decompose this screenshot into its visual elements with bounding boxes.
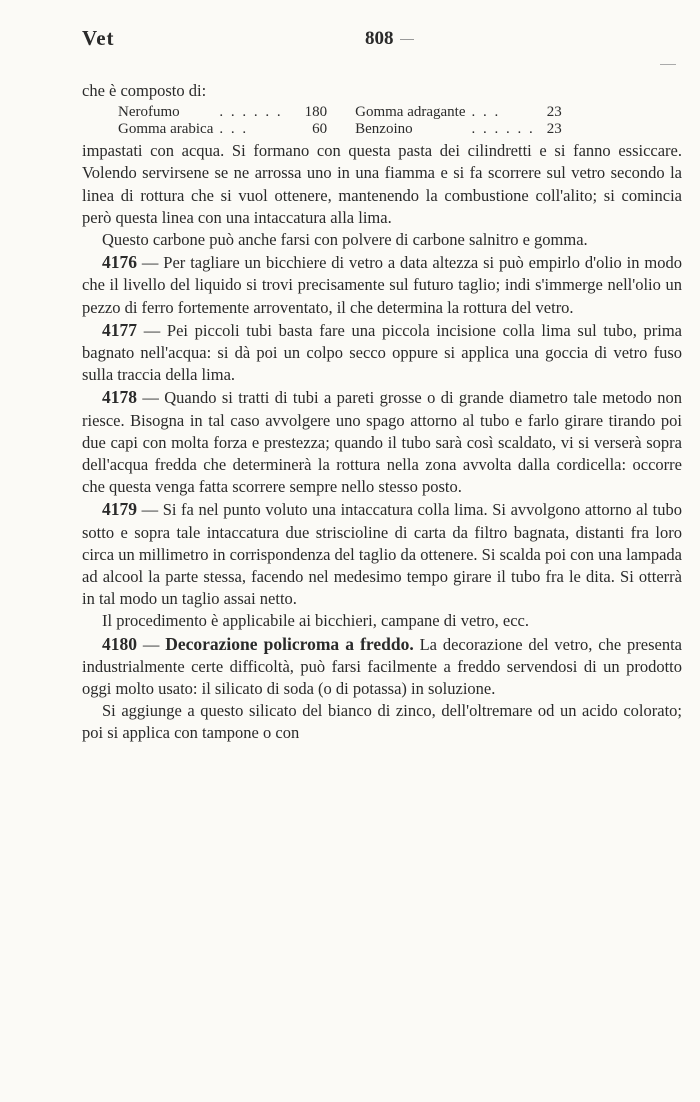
page-body [82,80,682,745]
section-4178 [82,386,682,498]
section-text: Pei piccoli tubi basta fare una piccola incisione colla lima sul tubo, prima bagnato nell'acqua: si dà poi un colpo secco oppure si applica una goccia di vetro fuso sulla traccia della lima. [82,320,682,385]
section-number: 4176 [102,252,137,273]
section-number: 4177 [102,319,137,340]
leader-dots: . . . [471,104,501,121]
section-dash: — [137,500,163,520]
ingredient-qty: 23 [546,121,562,138]
paragraph: Il procedimento è applicabile ai bicchieri, campane di vetro, ecc. [102,611,529,631]
section-dash: — [137,634,166,654]
ingredient-qty: 180 [304,104,328,121]
edge-mark [660,64,676,65]
paragraph: impastati con acqua. Si formano con questa pasta dei cilindretti e si fanno essiccare. Volendo servirsene se ne arrossa uno in una fiamma e si fa scorrere sul vetro secondo la linea di rottura che si vuol ottenere, mantenendo la combustione coll'alito; si comincia però questa linea con una intaccatura alla lima. [82,141,682,227]
section-dash: — [137,253,164,273]
section-number: 4179 [102,499,137,520]
section-text: Quando si tratti di tubi a pareti grosse o di grande diametro tale metodo non riesce. Bisogna in tal caso avvolgere uno spago attorno al tubo e farlo girare tirando poi due capi con molta forza e prestezza; quando il tubo sarà così scaldato, vi si verserà sopra dell'acqua fredda che determinerà la rottura nella zona avvolta dalla cordicella: occorre che questa venga fatta scorrere sempre nello stesso posto. [82,388,682,497]
section-dash: — [137,388,165,408]
paragraph: Questo carbone può anche farsi con polvere di carbone salnitro e gomma. [102,230,588,250]
composition-table [118,104,562,138]
section-number: 4178 [102,387,137,408]
ingredient-name: Gomma arabica [118,121,214,138]
section-title: Decorazione policroma a freddo. [165,633,414,654]
section-number: 4180 [102,633,137,654]
ingredient-name: Benzoino [355,121,413,138]
leader-dots: . . . [219,121,249,138]
ingredient-qty: 60 [312,121,328,138]
section-text: La decorazione del vetro, che presenta industrialmente certe difficoltà, può farsi facilmente a freddo servendosi di un prodotto oggi molto usato: il silicato di soda (o di potassa) in soluzione. [82,634,682,699]
intro-line: che è composto di: [82,81,207,100]
ingredient-qty: 23 [546,104,562,121]
section-4176 [82,251,682,319]
section-text: Si fa nel punto voluto una intaccatura colla lima. Si avvolgono attorno al tubo sotto e sopra tale intaccatura due striscioline di carta da filtro bagnata, distanti fra loro circa un millimetro in corrispondenza del taglio da ottenere. Si scalda poi con una lampada ad alcool la parte stessa, facendo nel medesimo tempo girare il tubo fra le dita. Si otterrà in tal modo un taglio assai netto. [82,500,682,609]
section-dash: — [137,320,167,340]
page-header [82,26,682,50]
composition-row [118,104,562,121]
paragraph: Si aggiunge a questo silicato del bianco di zinco, dell'oltremare od un acido colorato; poi si applica con tampone o con [82,701,682,743]
ingredient-name: Gomma adragante [355,104,466,121]
ingredient-name: Nerofumo [118,104,180,121]
running-title: Vet [82,26,115,50]
header-rule [400,39,414,40]
composition-row [118,121,562,138]
section-4177 [82,319,682,387]
section-text: Per tagliare un bicchiere di vetro a data altezza si può empirlo d'olio in modo che il livello del liquido si trovi precisamente sul futuro taglio; indi s'immerge nell'olio un pezzo di ferro fortemente arroventato, il che determina la rottura del vetro. [82,253,682,317]
leader-dots: . . . . . . [219,104,283,121]
section-4180 [82,633,682,701]
leader-dots: . . . . . . [471,121,535,138]
page-number: 808 [365,28,394,49]
section-4179 [82,498,682,610]
